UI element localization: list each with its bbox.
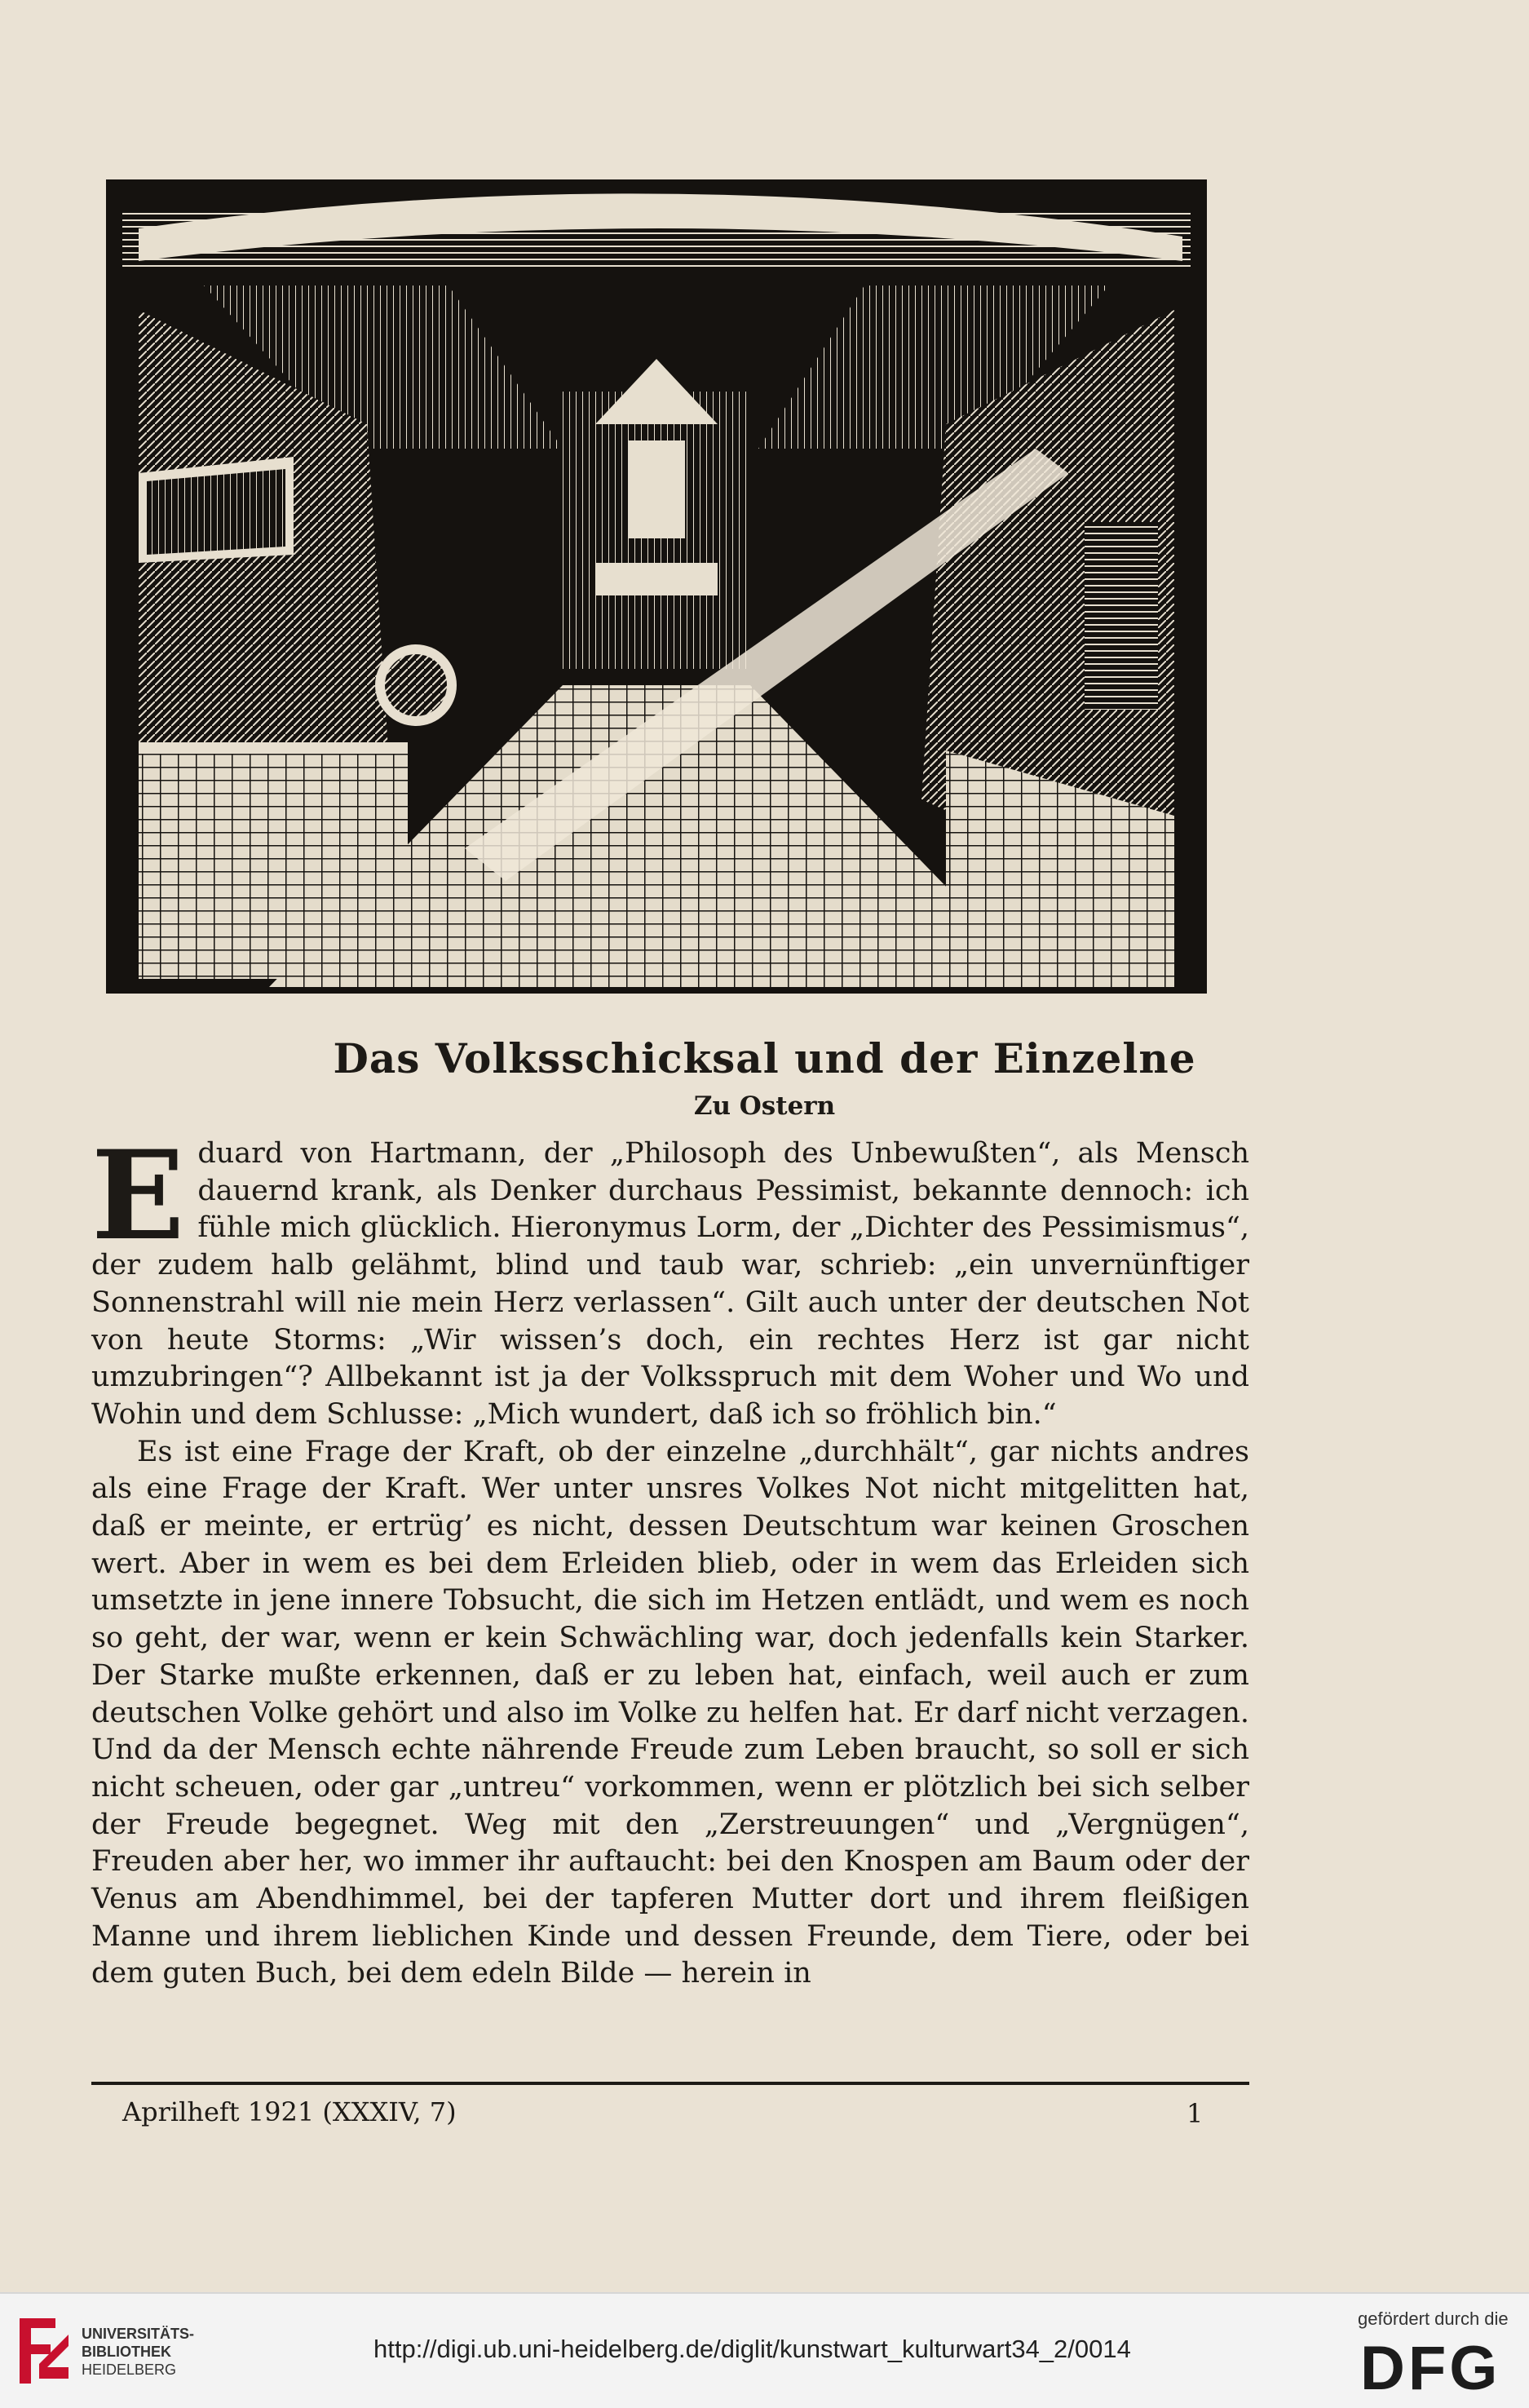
- library-line-1: UNIVERSITÄTS-: [82, 2326, 195, 2342]
- source-url-link[interactable]: http://digi.ub.uni-heidelberg.de/diglit/kunstwart_kulturwart34_2/0014: [373, 2335, 1131, 2363]
- footer-rule: [91, 2082, 1249, 2085]
- library-line-3: HEIDELBERG: [82, 2362, 177, 2378]
- dfg-logo: DFG: [1360, 2334, 1501, 2403]
- ub-heidelberg-logo-icon: [15, 2310, 73, 2392]
- paragraph-2: Es ist eine Frage der Kraft, ob der einzelne „durchhält“, gar nichts andres als eine Frage der Kraft. Wer unter unsres Volkes Not nicht mitgelitten hat, daß er meinte, er ertrüg’ es nicht, dessen Deutschtum war keinen Groschen wert. Aber in wem es bei dem Erleiden blieb, oder in wem das Erleiden sich umsetzte in jene innere Tobsucht, die sich im Hetzen entlädt, und wem es noch so geht, der war, wenn er kein Schwächling war, doch jedenfalls kein Starker. Der Starke mußte erkennen, daß er zu leben hat, einfach, weil auch er zum deutschen Volke gehört und also im Volke zu helfen hat. Er darf nicht verzagen. Und da der Mensch echte nährende Freude zum Leben braucht, so soll er sich nicht scheuen, oder gar „untreu“ vorkommen, wenn er plötzlich bei sich selber der Freude begegnet. Weg mit den „Zerstreuungen“ und „Vergnügen“, Freuden aber her, wo immer ihr auftaucht: bei den Knospen am Baum oder der Venus am Abendhimmel, bei der tapferen Mutter dort und ihrem fleißigen Manne und ihrem lieblichen Kinde und dessen Freunde, dem Tiere, oder bei dem guten Buch, bei dem edeln Bilde — herein in: [91, 1435, 1249, 1990]
- article-body: [91, 1124, 1249, 1993]
- page-number: 1: [1187, 2098, 1204, 2129]
- church-interior-woodcut: [106, 179, 1207, 994]
- library-name: [82, 2325, 194, 2379]
- library-line-2: BIBLIOTHEK: [82, 2344, 171, 2360]
- woodcut-illustration: [106, 179, 1207, 994]
- paragraph-1-text: duard von Hartmann, der „Philosoph des Unbewußten“, als Mensch dauernd krank, als Denker durchaus Pessimist, bekannte dennoch: ich fühle mich glücklich. Hieronymus Lorm, der „Dichter des Pessimismus“, der zudem halb gelähmt, blind und taub war, schrieb: „ein unvernünftiger Sonnenstrahl will nie mein Herz verlassen“. Gilt auch unter der deutschen Not von heute Storms: „Wir wissen’s doch, ein rechtes Herz ist gar nicht umzubringen“? Allbekannt ist ja der Volksspruch mit dem Woher und Wo und Wohin und dem Schlusse: „Mich wundert, daß ich so fröhlich bin.“: [91, 1137, 1249, 1431]
- article-title: Das Volksschicksal und der Einzelne: [333, 1034, 1196, 1082]
- funding-caption: gefördert durch die: [1358, 2308, 1509, 2329]
- issue-label: Aprilheft 1921 (XXXIV, 7): [122, 2096, 457, 2127]
- paragraph-1: [91, 1124, 1249, 1434]
- drop-capital: E: [91, 1124, 185, 1268]
- article-subtitle: Zu Ostern: [693, 1091, 836, 1121]
- digitization-bar: [0, 2292, 1529, 2408]
